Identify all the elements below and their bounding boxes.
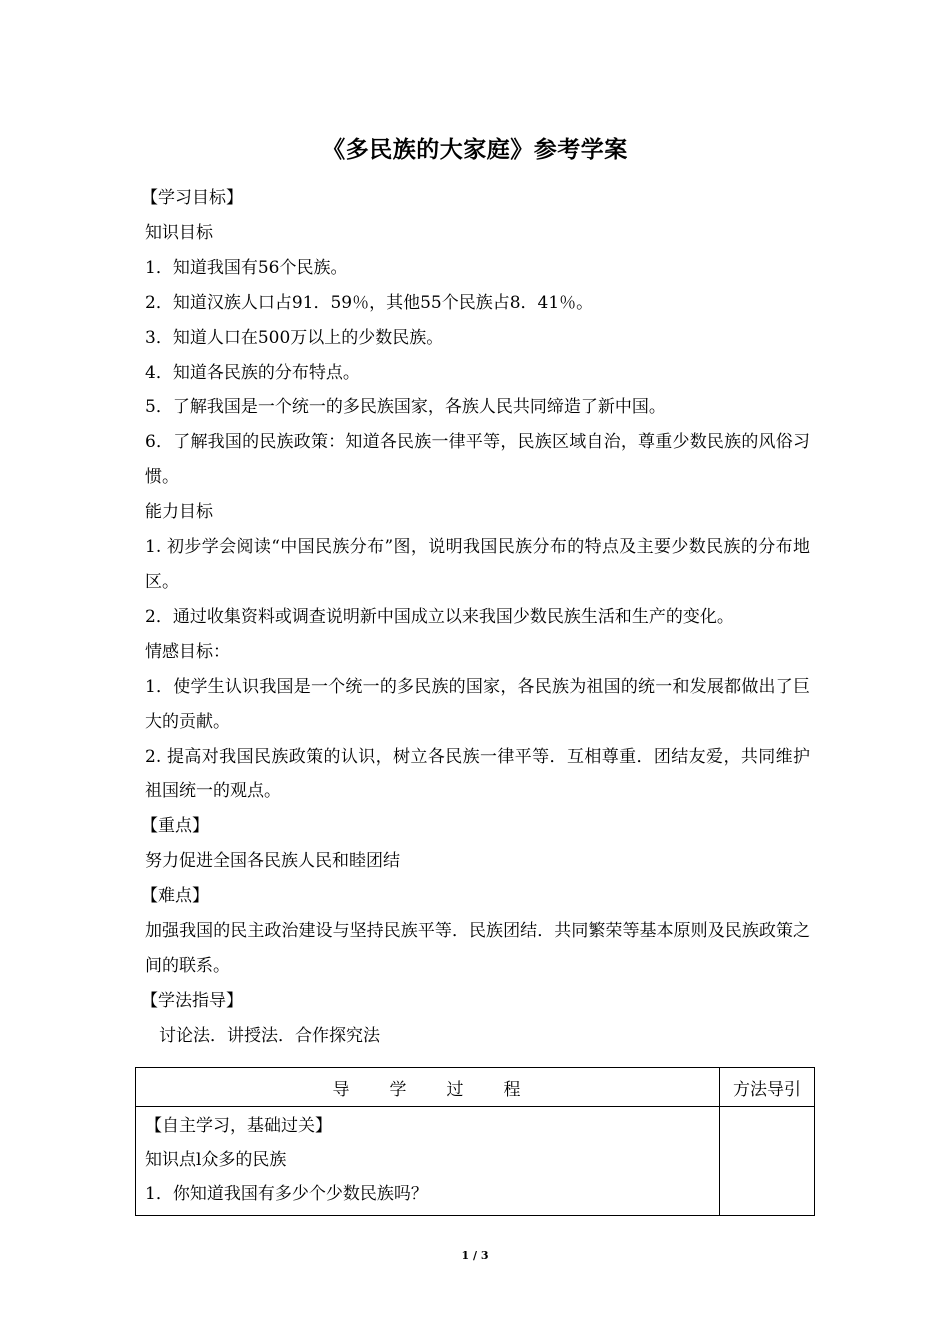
- section-heading-study-methods: 【学法指导】: [141, 990, 243, 1011]
- table-cell-method-guide: [720, 1107, 815, 1216]
- learning-process-table: [135, 1067, 815, 1216]
- table-line: 知识点l众多的民族: [145, 1150, 287, 1170]
- table-header-method-guide: 方法导引: [720, 1068, 815, 1107]
- emotion-goal-item: 1．使学生认识我国是一个统一的多民族的国家，各民族为祖国的统一和发展都做出了巨大的贡献。: [145, 676, 810, 732]
- document-body: [141, 181, 810, 1054]
- knowledge-goal-item: 6．了解我国的民族政策：知道各民族一律平等，民族区域自治，尊重少数民族的风俗习惯。: [145, 432, 810, 488]
- table-line: 【自主学习，基础过关】: [145, 1116, 332, 1136]
- knowledge-goal-item: 2．知道汉族人口占91．59％，其他55个民族占8．41％。: [145, 292, 594, 313]
- header-char: 程: [503, 1079, 523, 1100]
- key-points-text: 努力促进全国各民族人民和睦团结: [145, 851, 400, 872]
- table-header-process: [136, 1068, 720, 1107]
- subheading-knowledge-goals: 知识目标: [145, 222, 213, 243]
- study-methods-text: 讨论法．讲授法．合作探究法: [159, 1025, 380, 1046]
- page-number: 1 / 3: [461, 1249, 489, 1262]
- subheading-ability-goals: 能力目标: [145, 502, 213, 523]
- section-heading-key-points: 【重点】: [141, 816, 209, 837]
- page-title: 《多民族的大家庭》参考学案: [322, 136, 628, 163]
- knowledge-goal-item: 1．知道我国有56个民族。: [145, 257, 348, 278]
- knowledge-goal-item: 3．知道人口在500万以上的少数民族。: [145, 327, 444, 348]
- header-char: 导: [332, 1079, 352, 1100]
- header-char: 学: [389, 1079, 409, 1100]
- emotion-goal-item: 2. 提高对我国民族政策的认识，树立各民族一律平等．互相尊重．团结友爱，共同维护祖国统一的观点。: [145, 746, 810, 802]
- knowledge-goal-item: 4．知道各民族的分布特点。: [145, 362, 360, 383]
- header-char: 过: [446, 1079, 466, 1100]
- ability-goal-item: 2．通过收集资料或调查说明新中国成立以来我国少数民族生活和生产的变化。: [145, 606, 734, 627]
- section-heading-difficulties: 【难点】: [141, 886, 209, 907]
- knowledge-goal-item: 5．了解我国是一个统一的多民族国家，各族人民共同缔造了新中国。: [145, 397, 666, 418]
- table-line: 1．你知道我国有多少个少数民族吗？: [145, 1184, 428, 1204]
- table-cell-process: [136, 1107, 720, 1216]
- difficulties-text: 加强我国的民主政治建设与坚持民族平等．民族团结．共同繁荣等基本原则及民族政策之间的联系。: [145, 921, 810, 976]
- ability-goal-item: 1. 初步学会阅读“中国民族分布”图，说明我国民族分布的特点及主要少数民族的分布地区。: [145, 537, 810, 592]
- subheading-emotion-goals: 情感目标：: [145, 641, 230, 662]
- table-header-row: [136, 1068, 815, 1107]
- section-heading-learning-goals: 【学习目标】: [141, 188, 243, 208]
- table-row: [136, 1107, 815, 1216]
